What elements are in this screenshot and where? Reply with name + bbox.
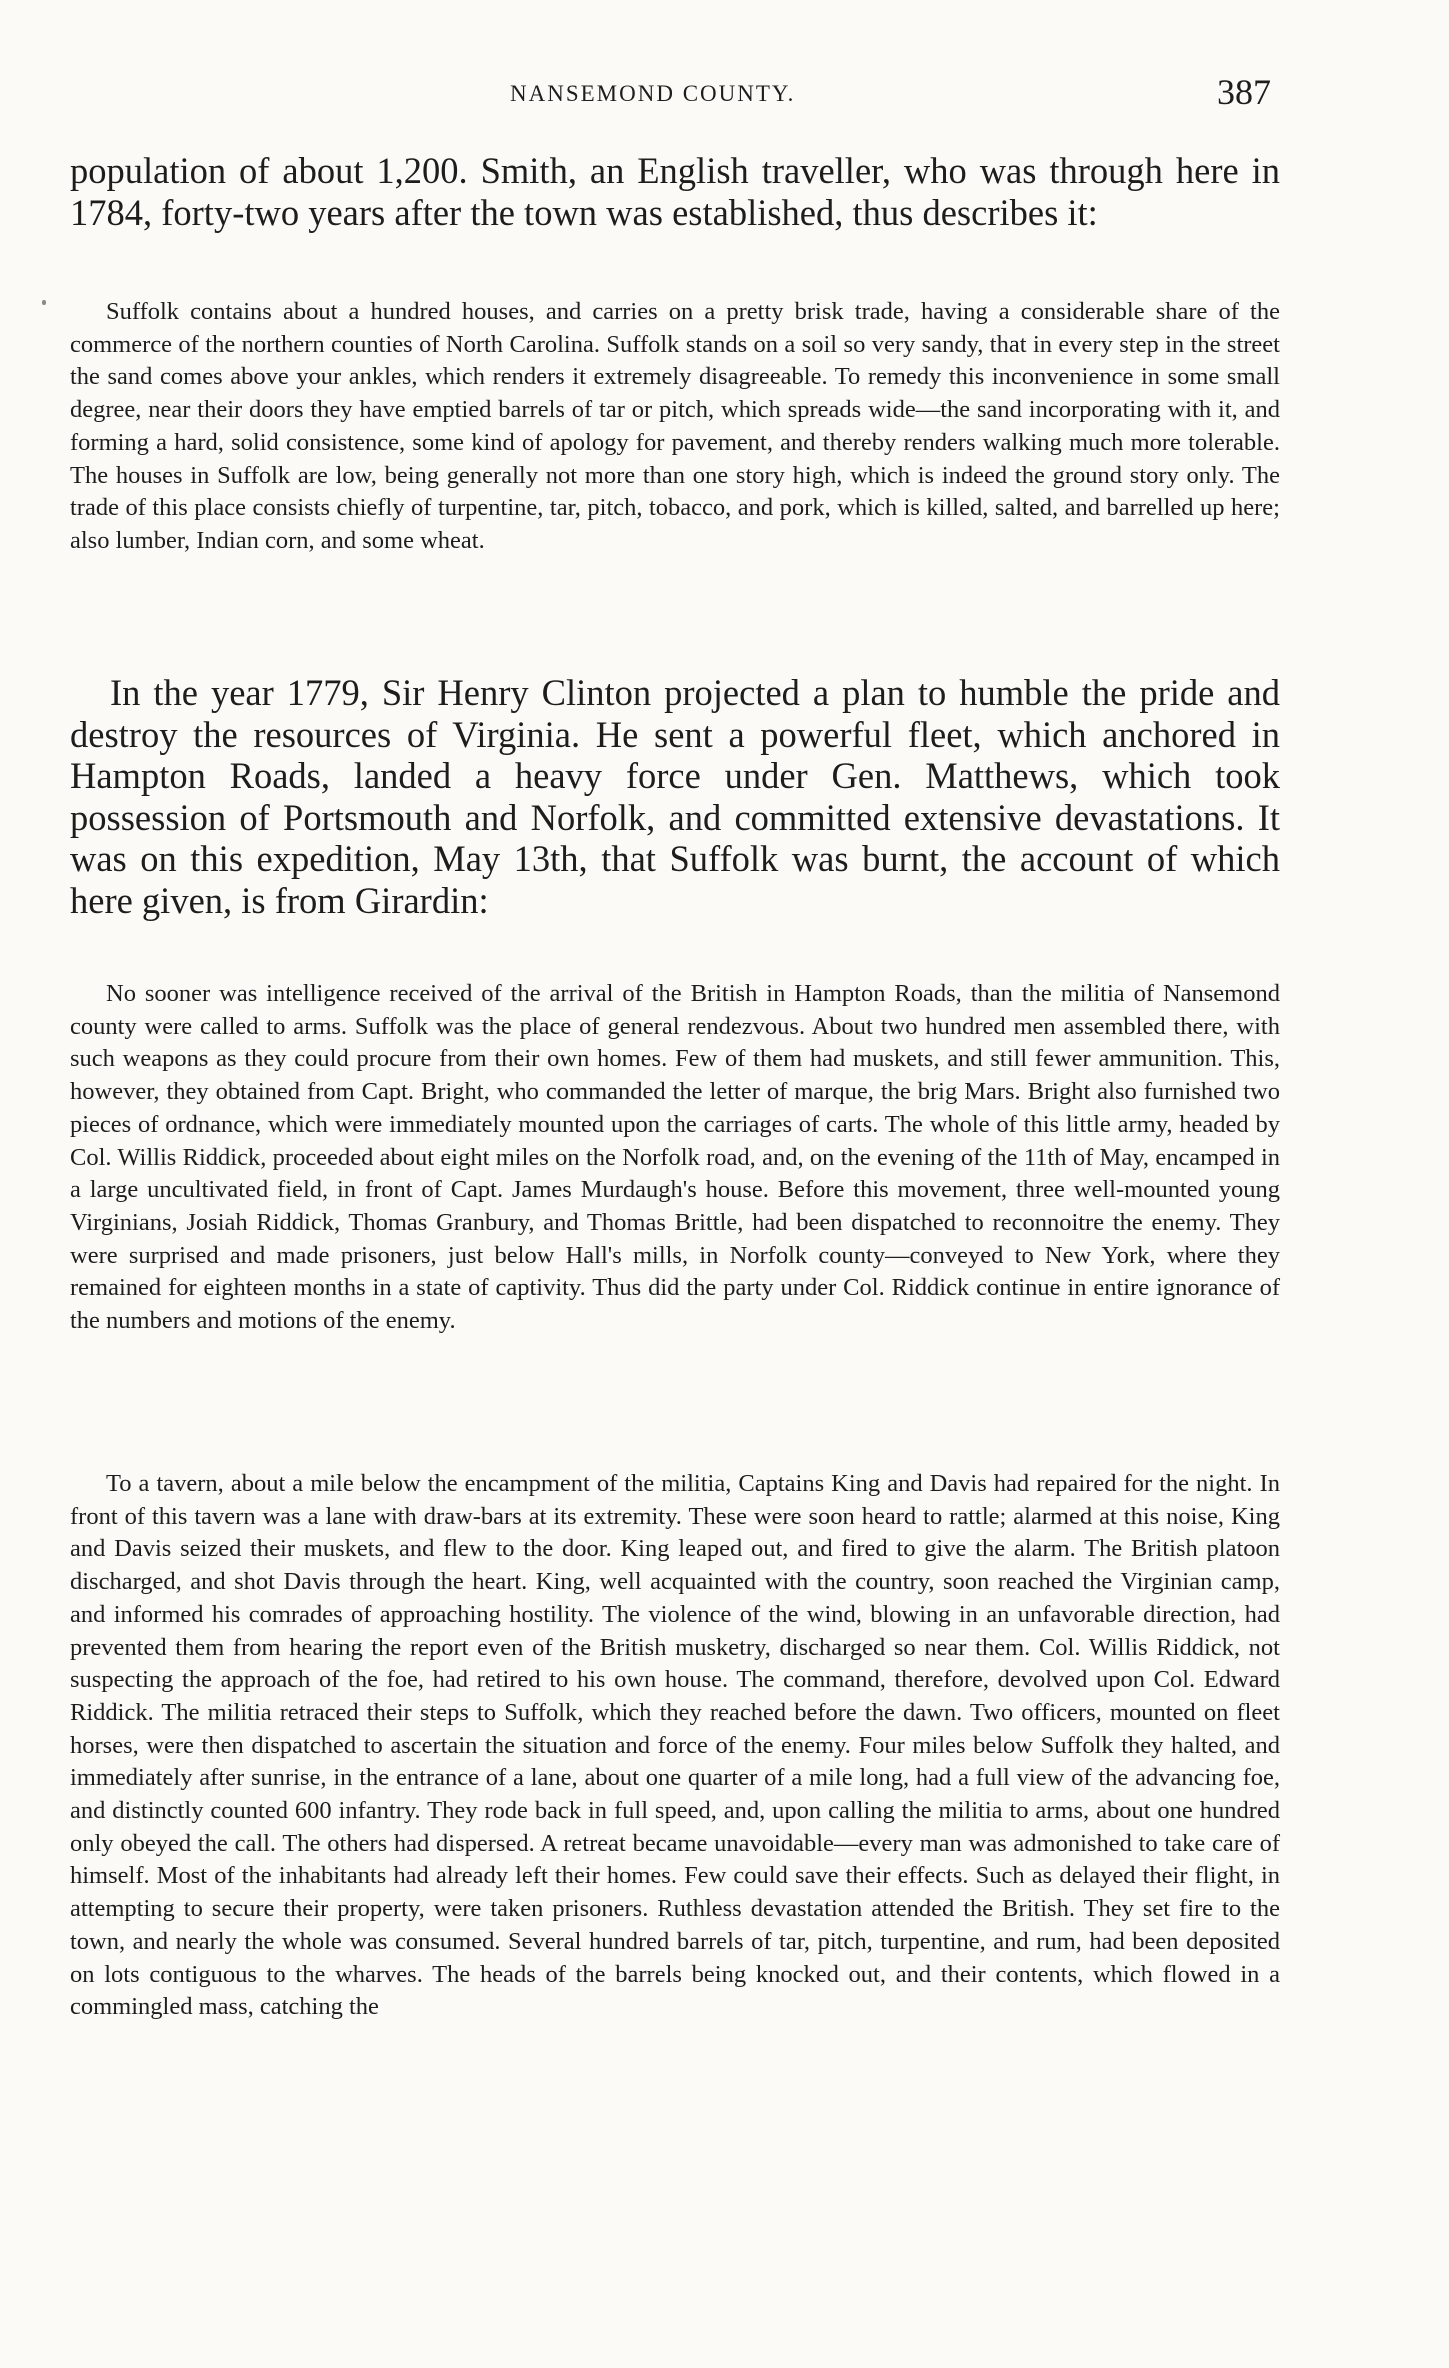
page-number: 387 (1217, 72, 1271, 112)
body-paragraph-clinton: In the year 1779, Sir Henry Clinton projected a plan to humble the pride and destroy the resources of Virginia. He sent a powerful fleet, which anchored in Hampton Roads, landed a heavy force under Gen. Matthews, which took possession of Portsmouth and Norfolk, and committed extensive devastations. It was on this expedition, May 13th, that Suffolk was burnt, the account of which here given, is from Girardin: (70, 672, 1280, 921)
quotation-smith: Suffolk contains about a hundred houses, and carries on a pretty brisk trade, having a considerable share of the commerce of the northern counties of North Carolina. Suffolk stands on a soil so very sandy, that in every step in the street the sand comes above your ankles, which renders it extremely disagreeable. To remedy this inconvenience in some small degree, near their doors they have emptied barrels of tar or pitch, which spreads wide—the sand incorporating with it, and forming a hard, solid consistence, some kind of apology for pavement, and thereby renders walking much more tolerable. The houses in Suffolk are low, being generally not more than one story high, which is indeed the ground story only. The trade of this place consists chiefly of turpentine, tar, pitch, tobacco, and pork, which is killed, salted, and barrelled up here; also lumber, Indian corn, and some wheat. (70, 298, 1280, 554)
body-paragraph-intro: population of about 1,200. Smith, an English traveller, who was through here in 1784, forty-two years after the town was established, thus describes it: (70, 150, 1280, 233)
quotation-girardin-part-2: To a tavern, about a mile below the encampment of the militia, Captains King and Davis had repaired for the night. In front of this tavern was a lane with draw-bars at its extremity. These were soon heard to rattle; alarmed at this noise, King and Davis seized their muskets, and flew to the door. King leaped out, and fired to give the alarm. The British platoon discharged, and shot Davis through the heart. King, well acquainted with the country, soon reached the Virginian camp, and informed his comrades of approaching hostility. The violence of the wind, blowing in an unfavorable direction, had prevented them from hearing the report even of the British musketry, discharged so near them. Col. Willis Riddick, not suspecting the approach of the foe, had retired to his own house. The command, therefore, devolved upon Col. Edward Riddick. The militia retraced their steps to Suffolk, which they reached before the dawn. Two officers, mounted on fleet horses, were then dispatched to ascertain the situation and force of the enemy. Four miles below Suffolk they halted, and immediately after sunrise, in the entrance of a lane, about one quarter of a mile long, had a full view of the advancing foe, and distinctly counted 600 infantry. They rode back in full speed, and, upon calling the militia to arms, about one hundred only obeyed the call. The others had dispersed. A retreat became unavoidable—every man was admonished to take care of himself. Most of the inhabitants had already left their homes. Few could save their effects. Such as delayed their flight, in attempting to secure their property, were taken prisoners. Ruthless devastation attended the British. They set fire to the town, and nearly the whole was consumed. Several hundred barrels of tar, pitch, turpentine, and rum, had been deposited on lots contiguous to the wharves. The heads of the barrels being knocked out, and their contents, which flowed in a commingled mass, catching the (70, 1470, 1280, 2021)
running-head (0, 72, 1449, 118)
ink-speck (42, 300, 46, 305)
running-title: NANSEMOND COUNTY. (510, 81, 796, 106)
quotation-girardin-part-1: No sooner was intelligence received of the arrival of the British in Hampton Roads, than the militia of Nansemond county were called to arms. Suffolk was the place of general rendezvous. About two hundred men assembled there, with such weapons as they could procure from their own homes. Few of them had muskets, and still fewer ammunition. This, however, they obtained from Capt. Bright, who commanded the letter of marque, the brig Mars. Bright also furnished two pieces of ordnance, which were immediately mounted upon the carriages of carts. The whole of this little army, headed by Col. Willis Riddick, proceeded about eight miles on the Norfolk road, and, on the evening of the 11th of May, encamped in a large uncultivated field, in front of Capt. James Murdaugh's house. Before this movement, three well-mounted young Virginians, Josiah Riddick, Thomas Granbury, and Thomas Brittle, had been dispatched to reconnoitre the enemy. They were surprised and made prisoners, just below Hall's mills, in Norfolk county—conveyed to New York, where they remained for eighteen months in a state of captivity. Thus did the party under Col. Riddick continue in entire ignorance of the numbers and motions of the enemy. (70, 980, 1280, 1335)
